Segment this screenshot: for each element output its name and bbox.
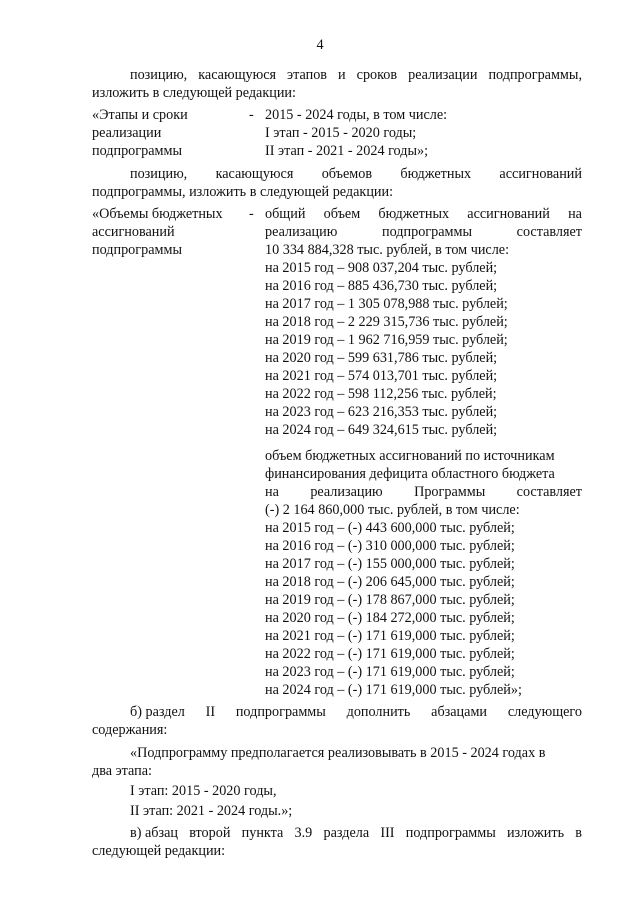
- section-b-stage-2: II этап: 2021 - 2024 годы.»;: [130, 803, 293, 819]
- word: дополнить: [346, 704, 411, 720]
- deficit-year-line: на 2023 год – (-) 171 619,000 тыс. рублей;: [265, 664, 515, 680]
- word: и: [338, 67, 346, 83]
- section-b-line-2: содержания:: [92, 722, 168, 738]
- total-line-1: [265, 205, 582, 223]
- word: бюджетных: [400, 166, 472, 182]
- deficit-line-1: объем бюджетных ассигнований по источникам: [265, 448, 555, 464]
- word: пункта: [241, 825, 284, 841]
- section-b-line-1: [130, 703, 582, 721]
- word: II: [205, 704, 216, 720]
- year-line: на 2020 год – 599 631,786 тыс. рублей;: [265, 350, 498, 366]
- volumes-intro-line-1: [130, 165, 582, 183]
- word: позицию,: [130, 67, 188, 83]
- year-line: на 2023 год – 623 216,353 тыс. рублей;: [265, 404, 498, 420]
- volumes-label-line-1: «Объемы бюджетных: [92, 206, 223, 222]
- year-line: на 2015 год – 908 037,204 тыс. рублей;: [265, 260, 498, 276]
- year-line: на 2018 год – 2 229 315,736 тыс. рублей;: [265, 314, 508, 330]
- deficit-year-line: на 2024 год – (-) 171 619,000 тыс. рублей»;: [265, 682, 522, 698]
- word: на: [568, 206, 582, 222]
- word: бюджетных: [378, 206, 450, 222]
- word: подпрограммы: [405, 825, 496, 841]
- stages-label-line-2: реализации: [92, 125, 162, 141]
- total-amount: 10 334 884,328 тыс. рублей, в том числе:: [265, 242, 510, 258]
- word: касающуюся: [215, 166, 294, 182]
- deficit-year-line: на 2019 год – (-) 178 867,000 тыс. рублей;: [265, 592, 515, 608]
- word: абзацами: [431, 704, 488, 720]
- section-b-quote-line-2: два этапа:: [92, 763, 152, 779]
- stages-label-line-1: «Этапы и сроки: [92, 107, 188, 123]
- word: на: [265, 484, 279, 500]
- stages-value-line-3: II этап - 2021 - 2024 годы»;: [265, 143, 429, 159]
- section-v-line-2: следующей редакции:: [92, 843, 226, 859]
- word: Программы: [414, 484, 486, 500]
- deficit-year-line: на 2015 год – (-) 443 600,000 тыс. рублей;: [265, 520, 515, 536]
- word: изложить: [506, 825, 565, 841]
- word: этапов: [287, 67, 328, 83]
- word: подпрограммы: [235, 704, 326, 720]
- section-b-stage-1: I этап: 2015 - 2020 годы,: [130, 783, 277, 799]
- volumes-label-line-2: ассигнований: [92, 224, 175, 240]
- word: касающуюся: [198, 67, 277, 83]
- deficit-year-line: на 2017 год – (-) 155 000,000 тыс. рублей;: [265, 556, 515, 572]
- word: в) абзац: [130, 825, 178, 841]
- year-line: на 2017 год – 1 305 078,988 тыс. рублей;: [265, 296, 508, 312]
- word: составляет: [516, 224, 582, 240]
- word: позицию,: [130, 166, 188, 182]
- volumes-label-line-3: подпрограммы: [92, 242, 182, 258]
- section-b-quote-line-1: «Подпрограмму предполагается реализовывать в 2015 - 2024 годах в: [130, 745, 546, 761]
- word: общий: [265, 206, 306, 222]
- word: раздела: [323, 825, 370, 841]
- stages-value-line-1: 2015 - 2024 годы, в том числе:: [265, 107, 448, 123]
- word: объем: [323, 206, 361, 222]
- word: реализацию: [310, 484, 383, 500]
- deficit-amount: (-) 2 164 860,000 тыс. рублей, в том числе:: [265, 502, 520, 518]
- stages-intro-line-1: [130, 66, 582, 84]
- page-number: 4: [316, 37, 324, 53]
- word: составляет: [516, 484, 582, 500]
- word: сроков: [356, 67, 398, 83]
- year-line: на 2019 год – 1 962 716,959 тыс. рублей;: [265, 332, 508, 348]
- year-line: на 2024 год – 649 324,615 тыс. рублей;: [265, 422, 498, 438]
- section-v-line-1: [130, 824, 582, 842]
- deficit-year-line: на 2018 год – (-) 206 645,000 тыс. рублей;: [265, 574, 515, 590]
- stages-label-line-3: подпрограммы: [92, 143, 182, 159]
- volumes-dash: -: [249, 206, 254, 222]
- deficit-line-2: финансирования дефицита областного бюджета: [265, 466, 555, 482]
- word: III: [380, 825, 395, 841]
- word: ассигнований: [499, 166, 582, 182]
- word: реализации: [408, 67, 478, 83]
- total-line-2: [265, 223, 582, 241]
- year-line: на 2021 год – 574 013,701 тыс. рублей;: [265, 368, 498, 384]
- deficit-line-3: [265, 483, 582, 501]
- word: в: [575, 825, 582, 841]
- word: подпрограммы,: [488, 67, 582, 83]
- volumes-intro-line-2: подпрограммы, изложить в следующей редакции:: [92, 184, 394, 200]
- word: объемов: [321, 166, 373, 182]
- stages-intro-line-2: изложить в следующей редакции:: [92, 85, 296, 101]
- deficit-year-line: на 2022 год – (-) 171 619,000 тыс. рублей;: [265, 646, 515, 662]
- word: второй: [189, 825, 231, 841]
- stages-value-line-2: I этап - 2015 - 2020 годы;: [265, 125, 417, 141]
- word: подпрограммы: [382, 224, 472, 240]
- deficit-year-line: на 2021 год – (-) 171 619,000 тыс. рублей;: [265, 628, 515, 644]
- stages-dash: -: [249, 107, 254, 123]
- year-line: на 2016 год – 885 436,730 тыс. рублей;: [265, 278, 498, 294]
- word: реализацию: [265, 224, 338, 240]
- word: следующего: [507, 704, 582, 720]
- year-line: на 2022 год – 598 112,256 тыс. рублей;: [265, 386, 497, 402]
- word: б) раздел: [130, 704, 185, 720]
- word: 3.9: [294, 825, 313, 841]
- deficit-year-line: на 2016 год – (-) 310 000,000 тыс. рублей;: [265, 538, 515, 554]
- word: ассигнований: [467, 206, 550, 222]
- deficit-year-line: на 2020 год – (-) 184 272,000 тыс. рублей;: [265, 610, 515, 626]
